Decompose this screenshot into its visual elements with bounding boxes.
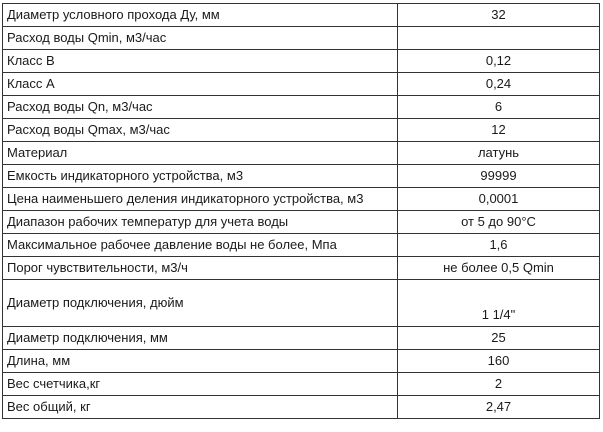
param-value: 1 1/4" xyxy=(398,280,600,327)
param-name: Вес счетчика,кг xyxy=(3,373,398,396)
param-value: 32 xyxy=(398,4,600,27)
param-name: Материал xyxy=(3,142,398,165)
param-value: 0,0001 xyxy=(398,188,600,211)
param-value: 12 xyxy=(398,119,600,142)
table-row xyxy=(3,188,600,211)
table-row xyxy=(3,50,600,73)
param-name: Длина, мм xyxy=(3,350,398,373)
table-row xyxy=(3,96,600,119)
param-value xyxy=(398,27,600,50)
table-row xyxy=(3,327,600,350)
param-value: 6 xyxy=(398,96,600,119)
param-value: не более 0,5 Qmin xyxy=(398,257,600,280)
param-value: 25 xyxy=(398,327,600,350)
param-name: Класс А xyxy=(3,73,398,96)
table-row xyxy=(3,280,600,327)
param-value: 2,47 xyxy=(398,396,600,419)
table-row xyxy=(3,4,600,27)
param-value: латунь xyxy=(398,142,600,165)
param-name: Диаметр подключения, мм xyxy=(3,327,398,350)
param-name: Диаметр условного прохода Ду, мм xyxy=(3,4,398,27)
param-value: от 5 до 90°С xyxy=(398,211,600,234)
table-row xyxy=(3,257,600,280)
param-name: Расход воды Qmin, м3/час xyxy=(3,27,398,50)
table-row xyxy=(3,211,600,234)
param-name: Порог чувствительности, м3/ч xyxy=(3,257,398,280)
table-row xyxy=(3,27,600,50)
table-row xyxy=(3,142,600,165)
param-name: Цена наименьшего деления индикаторного устройства, м3 xyxy=(3,188,398,211)
table-row xyxy=(3,73,600,96)
specifications-table xyxy=(2,3,600,419)
param-name: Расход воды Qmax, м3/час xyxy=(3,119,398,142)
param-value: 2 xyxy=(398,373,600,396)
param-value: 99999 xyxy=(398,165,600,188)
table-row xyxy=(3,373,600,396)
table-row xyxy=(3,165,600,188)
param-name: Емкость индикаторного устройства, м3 xyxy=(3,165,398,188)
param-name: Расход воды Qn, м3/час xyxy=(3,96,398,119)
param-name: Диаметр подключения, дюйм xyxy=(3,280,398,327)
table-row xyxy=(3,234,600,257)
param-value: 0,24 xyxy=(398,73,600,96)
table-row xyxy=(3,396,600,419)
param-name: Вес общий, кг xyxy=(3,396,398,419)
param-name: Класс В xyxy=(3,50,398,73)
param-name: Максимальное рабочее давление воды не более, Мпа xyxy=(3,234,398,257)
table-row xyxy=(3,350,600,373)
param-value: 1,6 xyxy=(398,234,600,257)
param-name: Диапазон рабочих температур для учета воды xyxy=(3,211,398,234)
table-row xyxy=(3,119,600,142)
param-value: 0,12 xyxy=(398,50,600,73)
param-value: 160 xyxy=(398,350,600,373)
